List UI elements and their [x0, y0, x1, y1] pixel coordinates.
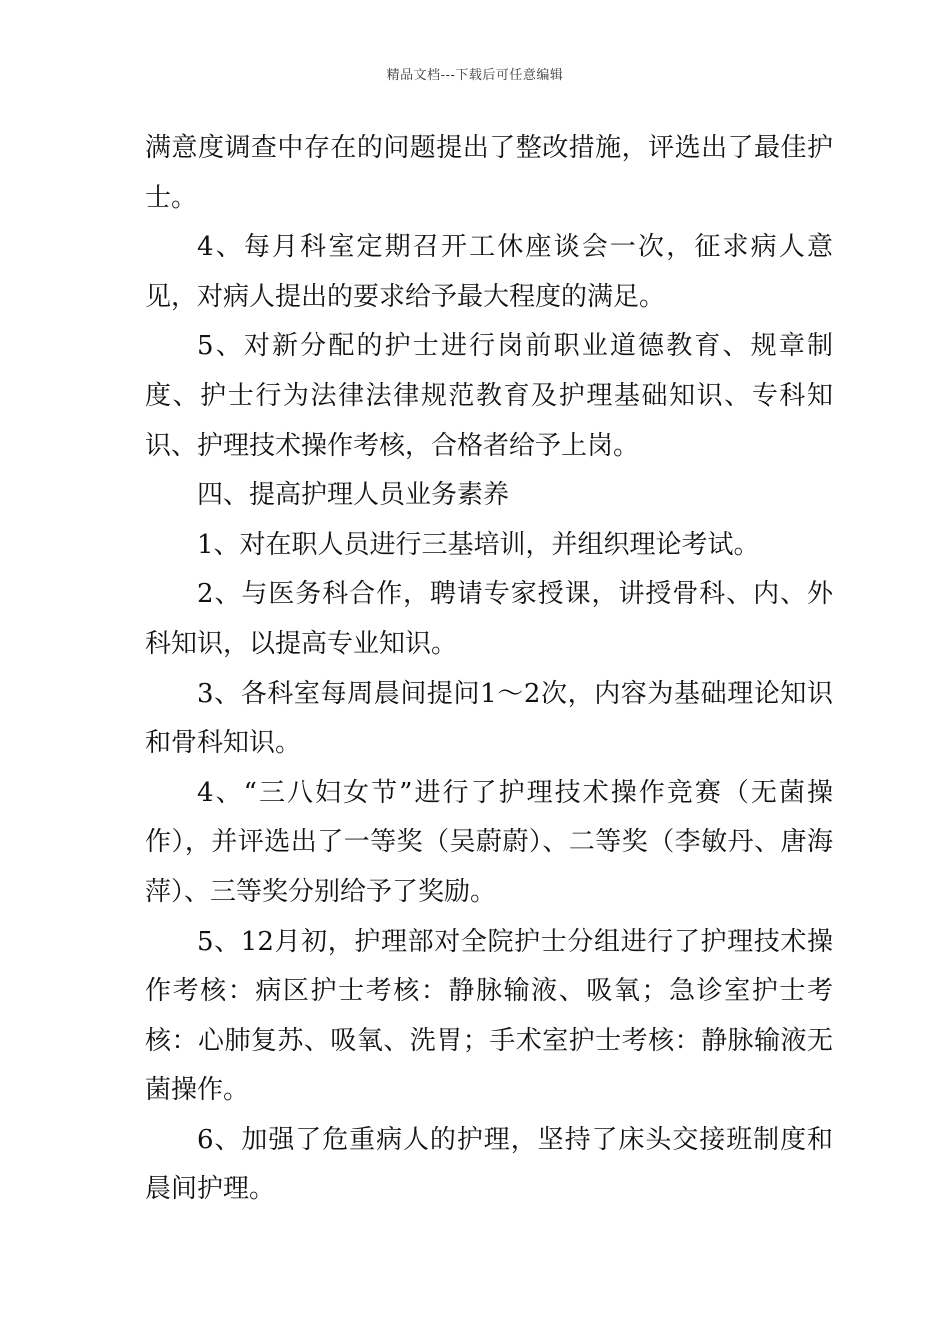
paragraph-9: 5、12月初，护理部对全院护士分组进行了护理技术操作考核：病区护士考核：静脉输液、吸氧；急诊室护士考核：心肺复苏、吸氧、洗胃；手术室护士考核：静脉输液无菌操作。: [145, 926, 833, 1106]
paragraph-6: 2、与医务科合作，聘请专家授课，讲授骨科、内、外科知识，以提高专业知识。: [145, 579, 833, 659]
paragraph-3: 5、对新分配的护士进行岗前职业道德教育、规章制度、护士行为法律法律规范教育及护理基础知识、专科知识、护理技术操作考核，合格者给予上岗。: [145, 331, 833, 461]
paragraph-2: 4、每月科室定期召开工休座谈会一次，征求病人意见，对病人提出的要求给予最大程度的满足。: [145, 232, 833, 312]
page-header: 精品文档---下载后可任意编辑: [386, 68, 564, 83]
paragraph-8: 4、“三八妇女节”进行了护理技术操作竞赛（无菌操作），并评选出了一等奖（吴蔚蔚）、二等奖（李敏丹、唐海萍）、三等奖分别给予了奖励。: [145, 777, 833, 907]
paragraph-1: 满意度调查中存在的问题提出了整改措施，评选出了最佳护士。: [145, 133, 833, 213]
paragraph-5: 1、对在职人员进行三基培训，并组织理论考试。: [197, 529, 760, 560]
paragraph-7: 3、各科室每周晨间提问1～2次，内容为基础理论知识和骨科知识。: [145, 678, 833, 759]
document-body: [145, 124, 833, 1215]
paragraph-10: 6、加强了危重病人的护理，坚持了床头交接班制度和晨间护理。: [145, 1124, 833, 1205]
section-heading: 四、提高护理人员业务素养: [197, 480, 510, 511]
